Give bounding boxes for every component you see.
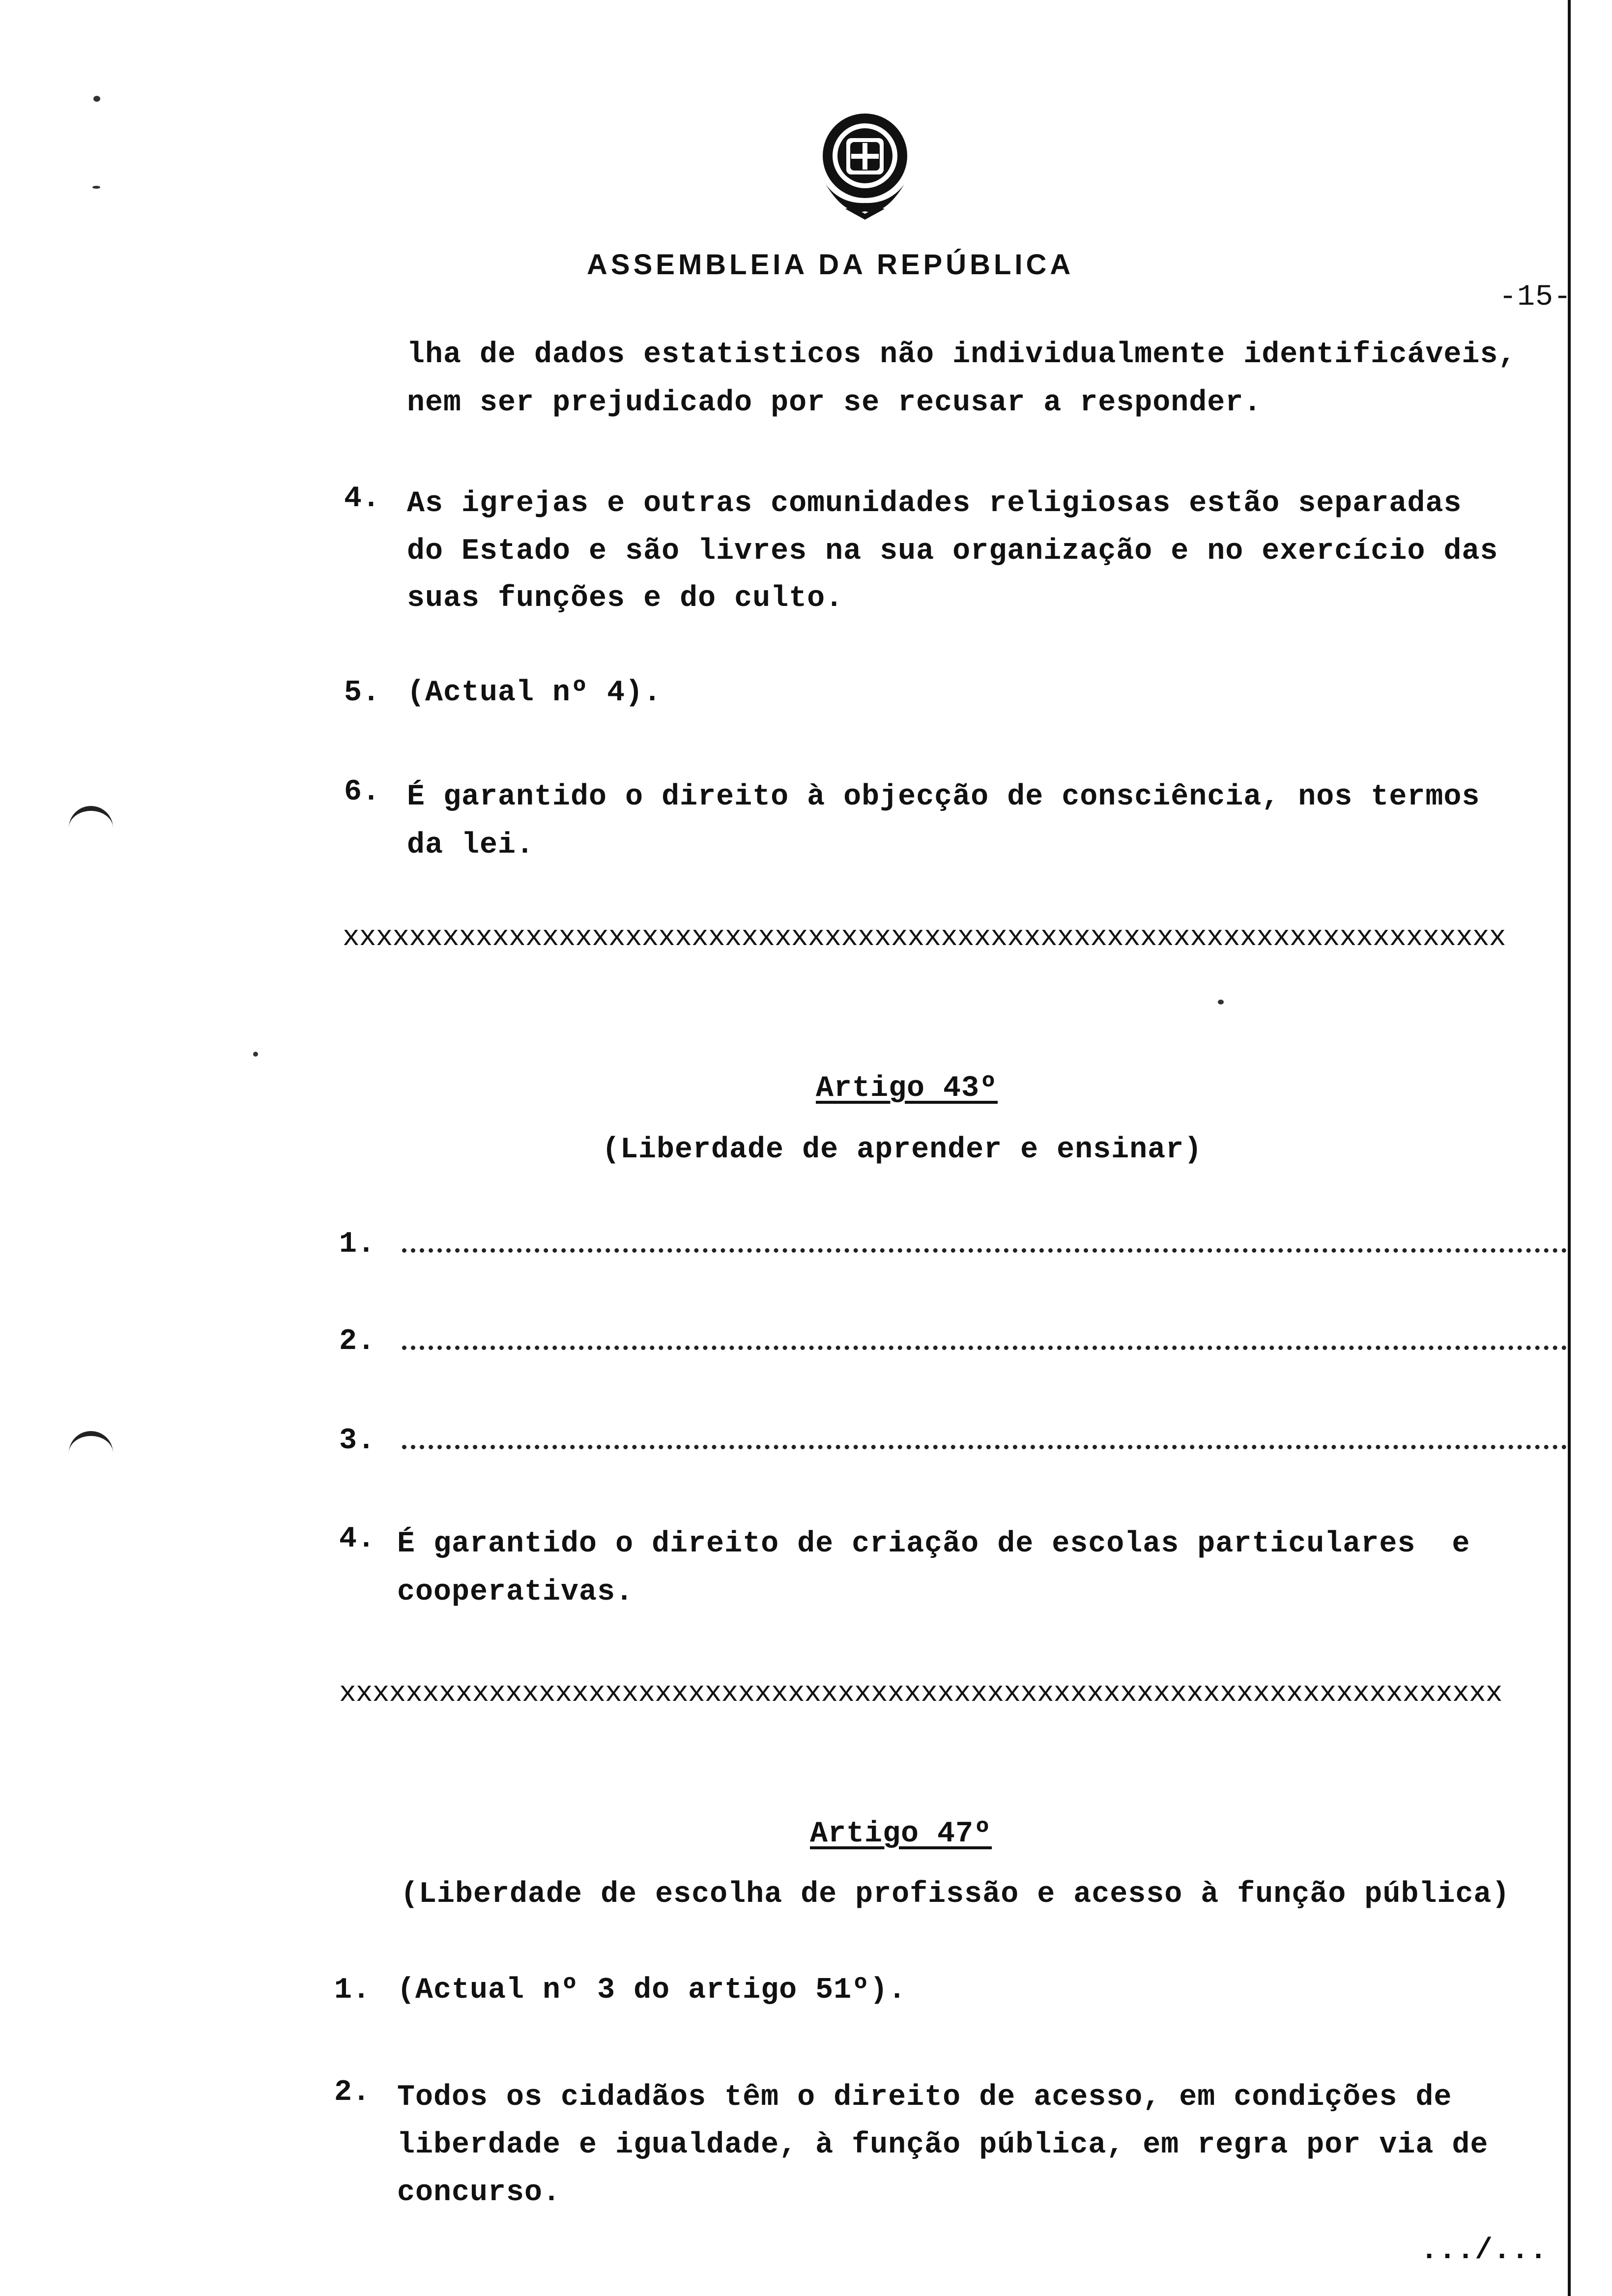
scan-speck	[92, 186, 100, 189]
article-title: Artigo 43º	[816, 1072, 998, 1105]
dotted-leader-line	[402, 1445, 1567, 1449]
right-margin-rule	[1568, 0, 1571, 2296]
paragraph-line: nem ser prejudicado por se recusar a responder.	[407, 386, 1262, 420]
paragraph-line: da lei.	[407, 829, 535, 862]
paragraph-line: Todos os cidadãos têm o direito de acesso, em condições de	[397, 2081, 1452, 2114]
coat-of-arms-seal	[816, 111, 914, 224]
item-number: 4.	[344, 482, 381, 516]
paragraph-line: É garantido o direito à objecção de consciência, nos termos	[407, 780, 1480, 814]
paragraph-line: concurso.	[397, 2176, 561, 2210]
item-number: 5.	[344, 676, 381, 710]
paragraph-line: (Actual nº 4).	[407, 676, 662, 710]
dotted-leader-line	[402, 1248, 1567, 1253]
item-number: 1.	[339, 1228, 376, 1261]
paragraph-line: (Actual nº 3 do artigo 51º).	[397, 1974, 907, 2007]
paragraph-line: suas funções e do culto.	[407, 582, 844, 615]
item-number: 3.	[339, 1424, 376, 1458]
separator-line: xxxxxxxxxxxxxxxxxxxxxxxxxxxxxxxxxxxxxxxxxxxxxxxxxxxxxxxxxxxxxxxxxxxxxx	[339, 1680, 1502, 1708]
paragraph-line: As igrejas e outras comunidades religiosas estão separadas	[407, 487, 1462, 520]
item-number: 2.	[334, 2076, 371, 2109]
item-number: 4.	[339, 1522, 376, 1556]
article-title: Artigo 47º	[810, 1817, 992, 1851]
paragraph-line: liberdade e igualdade, à função pública, em regra por via de	[397, 2128, 1489, 2162]
dotted-leader-line	[402, 1346, 1567, 1350]
paragraph-line: cooperativas.	[397, 1576, 634, 1609]
scan-speck	[93, 96, 100, 102]
scan-smudge-bottom	[69, 1431, 113, 1456]
article-subtitle: (Liberdade de escolha de profissão e acesso à função pública)	[401, 1878, 1510, 1911]
separator-line: xxxxxxxxxxxxxxxxxxxxxxxxxxxxxxxxxxxxxxxxxxxxxxxxxxxxxxxxxxxxxxxxxxxxxx	[343, 924, 1506, 952]
paragraph-line: lha de dados estatisticos não individualmente identificáveis,	[407, 338, 1517, 372]
item-number: 6.	[344, 775, 381, 809]
continuation-marker: .../...	[1420, 2234, 1548, 2267]
paragraph-line: É garantido o direito de criação de escolas particulares e	[397, 1527, 1470, 1561]
page-number: -15-	[1499, 281, 1572, 314]
scan-smudge-top	[69, 806, 113, 831]
article-subtitle: (Liberdade de aprender e ensinar)	[602, 1133, 1203, 1167]
item-number: 2.	[339, 1325, 376, 1358]
item-number: 1.	[334, 1974, 371, 2007]
paragraph-line: do Estado e são livres na sua organização e no exercício das	[407, 535, 1498, 568]
institution-heading: ASSEMBLEIA DA REPÚBLICA	[587, 249, 1074, 281]
scan-speck	[253, 1052, 258, 1057]
scan-speck	[1218, 1000, 1224, 1004]
